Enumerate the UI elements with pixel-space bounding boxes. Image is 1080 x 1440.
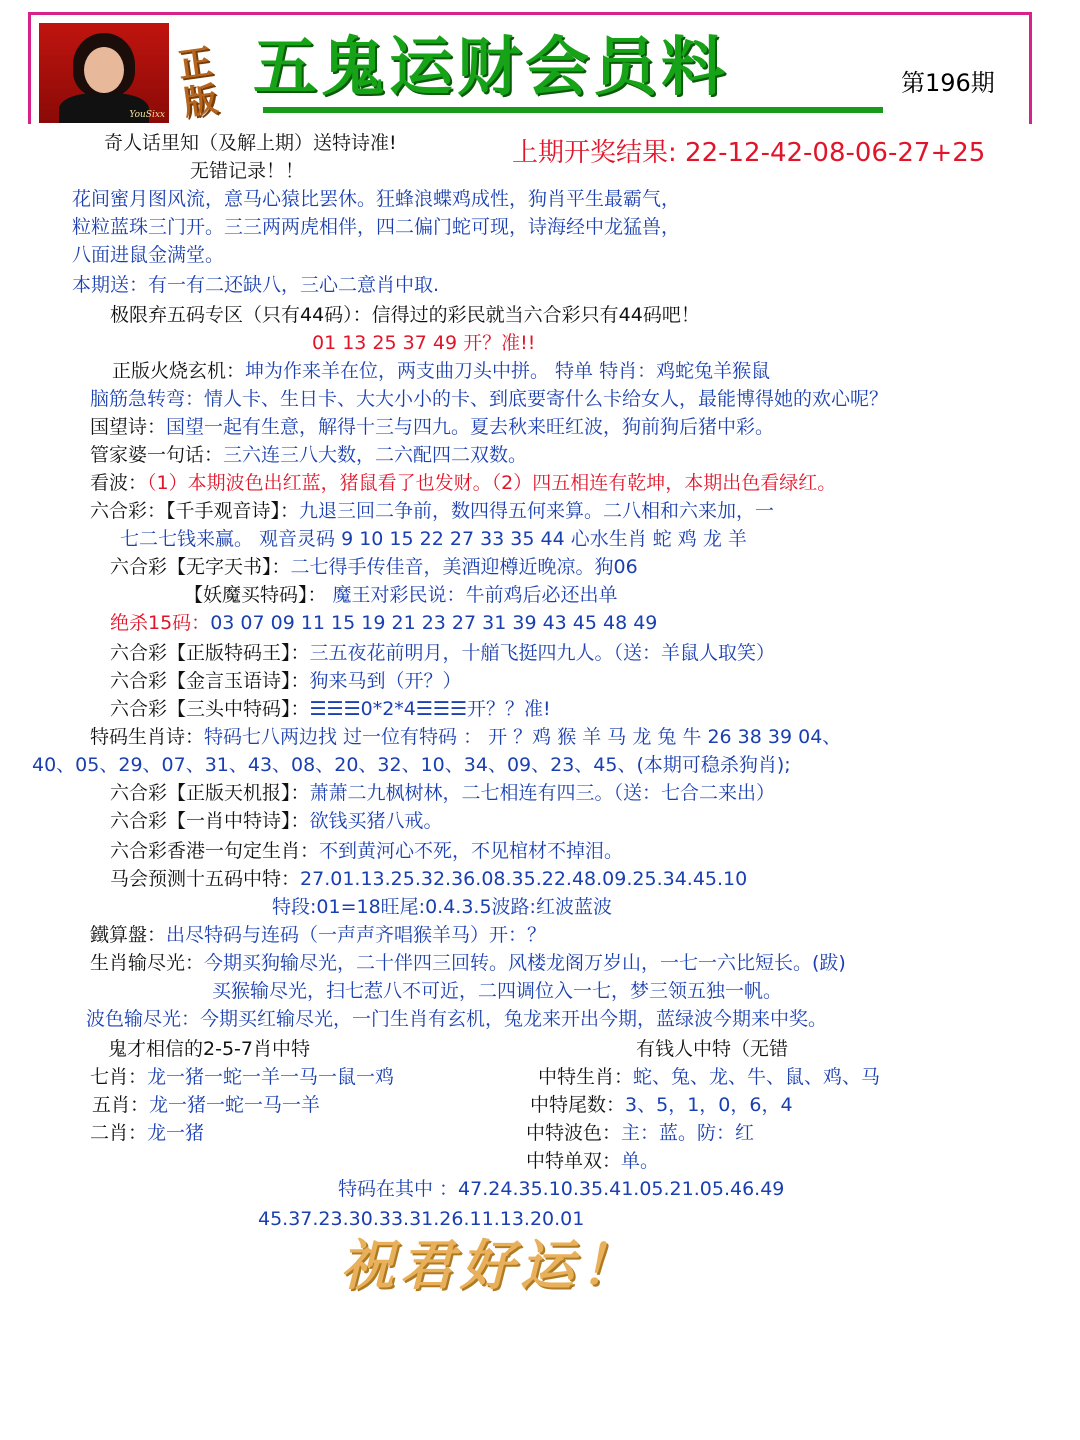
- text-segment: 出尽特码与连码（一声声齐唱猴羊马）开：？: [166, 924, 547, 946]
- text-line-l17: [110, 554, 638, 580]
- text-segment: 极限弃五码专区（只有44码）：信得过的彩民就当六合彩只有44码吧！: [110, 304, 700, 326]
- text-segment: 花间蜜月图风流，意马心猿比罢休。狂蜂浪蝶鸡成性，狗肖平生最霸气，: [72, 188, 681, 210]
- header-banner: [28, 12, 1032, 124]
- text-segment: ☰☰☰0*2*4☰☰☰开？？准!: [309, 698, 551, 720]
- text-line-l43: [338, 1176, 784, 1202]
- text-segment: 二肖：: [90, 1122, 148, 1144]
- text-line-l31: [90, 950, 846, 976]
- text-line-l38: [92, 1092, 320, 1118]
- text-line-l16: [120, 526, 747, 552]
- text-segment: 看波：: [90, 472, 148, 494]
- text-segment: 特段:01=18旺尾:0.4.3.5波路:红波蓝波: [272, 896, 612, 918]
- text-segment: 主：蓝。防：红: [621, 1122, 755, 1144]
- text-line-l25: [110, 780, 775, 806]
- text-segment: 40、05、29、07、31、43、08、20、32、10、34、09、23、45、(本期可稳杀狗肖);: [32, 754, 791, 776]
- text-segment: 国望一起有生意，解得十三与四九。夏去秋来旺红波，狗前狗后猪中彩。: [166, 416, 775, 438]
- text-line-l19: [110, 610, 657, 636]
- text-segment: 不到黄河心不死，不见棺材不掉泪。: [319, 840, 624, 862]
- text-line-l29: [272, 894, 612, 920]
- text-line-l27: [110, 838, 623, 864]
- text-segment: 上期开奖结果: 22-12-42-08-06-27+25: [512, 138, 986, 168]
- text-segment: 今期买狗输尽光，二十伴四三回转。风楼龙阁万岁山，一七一六比短长。(跋): [204, 952, 846, 974]
- text-segment: 六合彩【正版天机报】：: [110, 782, 310, 804]
- text-line-l4: [72, 186, 680, 212]
- text-segment: 龙一猪一蛇一羊一马一鼠一鸡: [147, 1066, 395, 1088]
- text-segment: 国望诗：: [90, 416, 167, 438]
- text-segment: 六合彩【无字天书】：: [110, 556, 291, 578]
- text-segment: 生肖输尽光：: [90, 952, 205, 974]
- text-line-l24: [32, 752, 791, 778]
- text-segment: 中特生肖：: [538, 1066, 634, 1088]
- text-segment: 【妖魔买特码】：: [184, 584, 327, 606]
- text-segment: 正版火烧玄机：: [112, 360, 246, 382]
- text-line-l2: [512, 140, 985, 166]
- text-line-l20: [110, 640, 775, 666]
- text-segment: 特码生肖诗：: [90, 726, 205, 748]
- text-segment: 特码七八两边找 过一位有特码 ： 开 ？鸡 猴 羊 马 龙 兔 牛 26 38 39 04、: [204, 726, 842, 748]
- text-line-l35: [636, 1036, 788, 1062]
- text-line-l42: [526, 1148, 659, 1174]
- text-segment: 六合彩【三头中特码】：: [110, 698, 310, 720]
- text-line-l21: [110, 668, 462, 694]
- text-line-l13: [90, 442, 527, 468]
- text-segment: 五肖：: [92, 1094, 150, 1116]
- text-segment: 中特尾数：: [530, 1094, 626, 1116]
- text-segment: 27.01.13.25.32.36.08.35.22.48.09.25.34.45.10: [300, 868, 748, 890]
- text-segment: 坤为作来羊在位，两支曲刀头中拼。 特单 特肖：鸡蛇兔羊猴鼠: [245, 360, 771, 382]
- text-segment: 八面进鼠金满堂。: [72, 244, 225, 266]
- text-segment: 买猴输尽光，扫七惹八不可近，二四调位入一七，梦三领五独一帆。: [212, 980, 783, 1002]
- text-segment: 蛇、兔、龙、牛、鼠、鸡、马: [633, 1066, 881, 1088]
- main-title: 五鬼运财会员料: [253, 31, 729, 105]
- text-segment: 七二七钱来赢。 观音灵码 9 10 15 22 27 33 35 44 心水生肖 蛇 鸡 龙 羊: [120, 528, 747, 550]
- text-line-l39: [530, 1092, 793, 1118]
- text-line-l7: [72, 272, 439, 298]
- text-segment: 萧萧二九枫树林，二七相连有四三。（送：七合二来出）: [309, 782, 776, 804]
- text-segment: 九退三回二争前，数四得五何来算。二八相和六来加，一: [299, 500, 775, 522]
- text-segment: 特码在其中 ：: [338, 1178, 459, 1200]
- photo-signature: YouSixx: [129, 110, 165, 120]
- zhengban-stamp: 正版: [175, 41, 221, 124]
- text-line-l28: [110, 866, 747, 892]
- text-segment: 鬼才相信的2-5-7肖中特: [108, 1038, 310, 1060]
- text-line-l41: [526, 1120, 754, 1146]
- text-line-l12: [90, 414, 774, 440]
- text-line-l30: [90, 922, 546, 948]
- text-line-l22: [110, 696, 551, 722]
- text-segment: 波色输尽光：今期买红输尽光，一门生肖有玄机，兔龙来开出今期，蓝绿波今期来中奖。: [86, 1008, 828, 1030]
- text-segment: 无错记录！！: [190, 160, 305, 182]
- text-segment: 龙一猪: [147, 1122, 205, 1144]
- text-segment: 本期送：有一有二还缺八，三心二意肖中取.: [72, 274, 440, 296]
- text-line-l18: [184, 582, 618, 608]
- text-segment: 欲钱买猪八戒。: [309, 810, 443, 832]
- text-line-l9: [312, 330, 535, 356]
- issue-number: 第196期: [901, 69, 995, 97]
- text-line-l36: [90, 1064, 394, 1090]
- text-line-l5: [72, 214, 680, 240]
- text-line-l44: [258, 1206, 584, 1232]
- text-segment: 有钱人中特（无错: [636, 1038, 789, 1060]
- text-segment: 中特单双：: [526, 1150, 622, 1172]
- blessing-text: 祝君好运！: [340, 1234, 640, 1297]
- text-segment: 鐵算盤：: [90, 924, 167, 946]
- text-segment: 奇人话里知（及解上期）送特诗准!: [104, 132, 397, 154]
- text-segment: 六合彩【正版特码王】：: [110, 642, 310, 664]
- text-segment: 二七得手传佳音，美酒迎樽近晚凉。狗06: [290, 556, 638, 578]
- text-segment: 01 13 25 37 49 开？准!!: [312, 332, 536, 354]
- text-line-l23: [90, 724, 841, 750]
- text-segment: 六合彩【一肖中特诗】：: [110, 810, 310, 832]
- text-segment: 粒粒蓝珠三门开。三三两两虎相伴，四二偏门蛇可现，诗海经中龙猛兽，: [72, 216, 681, 238]
- text-line-l37: [538, 1064, 880, 1090]
- text-line-l26: [110, 808, 443, 834]
- text-line-l8: [110, 302, 700, 328]
- text-segment: 3、5，1，0，6，4: [625, 1094, 793, 1116]
- text-segment: 三五夜花前明月，十艏飞挺四九人。（送：羊鼠人取笑）: [309, 642, 776, 664]
- text-segment: 47.24.35.10.35.41.05.21.05.46.49: [458, 1178, 785, 1200]
- text-segment: （1）本期波色出红蓝，猪鼠看了也发财。（2）四五相连有乾坤，本期出色看绿红。: [147, 472, 837, 494]
- text-segment: 03 07 09 11 15 19 21 23 27 31 39 43 45 48 49: [210, 612, 658, 634]
- text-line-l1: [104, 130, 397, 156]
- text-line-l14: [90, 470, 836, 496]
- text-segment: 魔王对彩民说：牛前鸡后必还出单: [326, 584, 618, 606]
- text-line-l40: [90, 1120, 204, 1146]
- text-segment: 马会预测十五码中特：: [110, 868, 301, 890]
- text-segment: 绝杀15码：: [110, 612, 211, 634]
- text-line-l34: [108, 1036, 310, 1062]
- text-line-l32: [212, 978, 782, 1004]
- text-line-l15: [90, 498, 774, 524]
- text-line-l33: [86, 1006, 827, 1032]
- text-segment: 三六连三八大数，二六配四二双数。: [223, 444, 528, 466]
- text-segment: 七肖：: [90, 1066, 148, 1088]
- text-segment: 45.37.23.30.33.31.26.11.13.20.01: [258, 1208, 585, 1230]
- text-segment: 龙一猪一蛇一马一羊: [149, 1094, 321, 1116]
- text-segment: 脑筋急转弯：情人卡、生日卡、大大小小的卡、到底要寄什么卡给女人，最能博得她的欢心呢？: [90, 388, 889, 410]
- text-segment: 单。: [621, 1150, 660, 1172]
- text-line-l6: [72, 242, 224, 268]
- text-segment: 管家婆一句话：: [90, 444, 224, 466]
- text-segment: 六合彩香港一句定生肖：: [110, 840, 320, 862]
- text-line-l11: [90, 386, 888, 412]
- text-line-l10: [112, 358, 770, 384]
- text-segment: 六合彩【金言玉语诗】：: [110, 670, 310, 692]
- host-photo: [39, 23, 169, 123]
- text-segment: 六合彩：【千手观音诗】：: [90, 500, 300, 522]
- text-line-l3: [190, 158, 304, 184]
- text-segment: 狗来马到（开？）: [309, 670, 462, 692]
- text-segment: 中特波色：: [526, 1122, 622, 1144]
- title-underline: [263, 107, 883, 113]
